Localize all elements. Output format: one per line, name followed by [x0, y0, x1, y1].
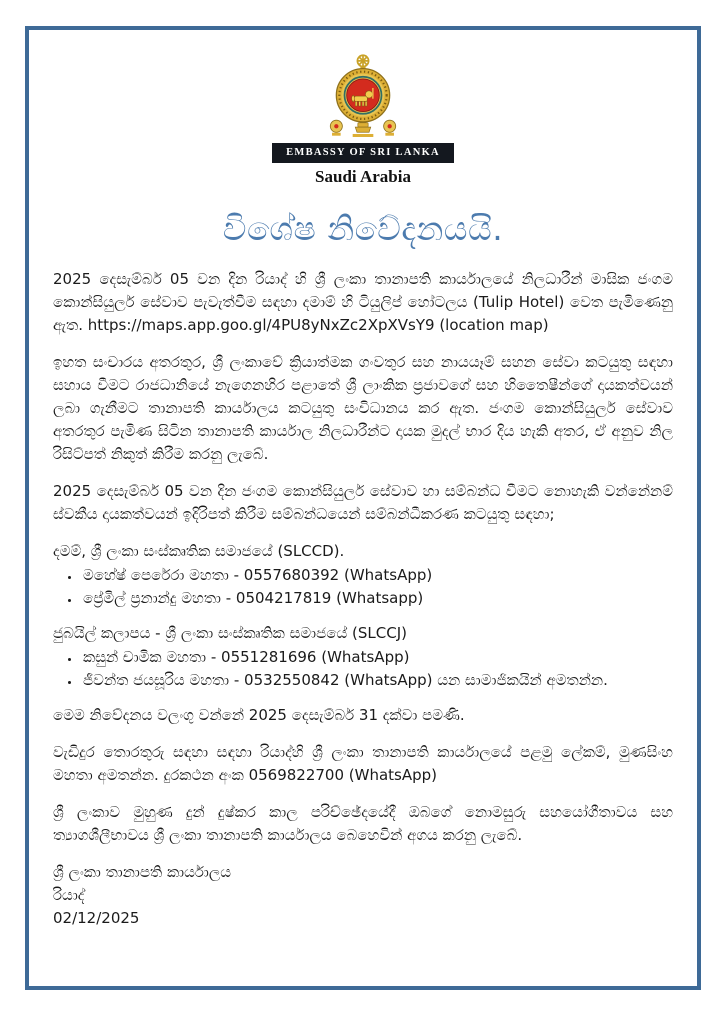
contact-group-slccd — [53, 540, 673, 610]
country-name: Saudi Arabia — [315, 167, 411, 186]
contact-member: • ජීවන්ත ජයසූරිය මහතා - 0532550842 (WhatsApp) යන සාමාජිකයින් අමතන්න. — [81, 669, 673, 692]
contact-group-slccj-heading: ජුබයිල් කලාපය - ශ්‍රී ලංකා සංස්කෘතික සමාජයේ (SLCCJ) — [53, 624, 407, 642]
paragraph-further-info: වැඩිදුර තොරතුරු සඳහා සඳහා රියාද්හි ශ්‍රී ලංකා තානාපති කාර්යාලයේ පළමු ලේකම්, මුණසිංහ මහතා අමතන්න. දුරකථන අංක 0569822700 (WhatsApp) — [53, 743, 673, 784]
contact-group-slccj-list — [65, 646, 673, 692]
contact-group-slccd-heading: දමම්, ශ්‍රී ලංකා සංස්කෘතික සමාජයේ (SLCCD). — [53, 542, 345, 560]
notice-body — [53, 268, 673, 930]
embassy-name-bar: EMBASSY OF SRI LANKA — [272, 143, 454, 163]
signature-city: රියාද් — [53, 886, 85, 904]
contact-group-slccj — [53, 622, 673, 692]
signature-block — [53, 861, 673, 930]
sri-lanka-national-emblem-icon — [324, 54, 402, 140]
paragraph-appreciation: ශ්‍රී ලංකාව මුහුණ දුන් දුෂ්කර කාල පරිච්ඡේදයේදී ඔබගේ නොමසුරු සහයෝගීතාවය සහ ත්‍යාගශීලීභාවය ශ්‍රී ලංකා තානාපති කාර්යාලය බෙහෙවින් අගය කරනු ලැබේ. — [53, 803, 673, 844]
letterhead — [53, 54, 673, 188]
paragraph-validity: මෙම නිවේදනය වලංගු වන්නේ 2025 දෙසැම්බර් 31 දක්වා පමණි. — [53, 706, 465, 724]
signature-office: ශ්‍රී ලංකා තානාපති කාර්යාලය — [53, 863, 232, 881]
paragraph-flood-relief: ඉහත සංචාරය අතරතුර, ශ්‍රී ලංකාවේ ක්‍රියාත්මක ගංවතුර සහ නායයෑම් සහන සේවා කටයුතු සඳහා සහාය වීමට රාජධානියේ නැගෙනහිර පළාතේ ශ්‍රී ලාංකික ප්‍රජාවගේ සහ හිතෛෂීන්ගේ දායකත්වයන් ලබා ගැනීමට තානාපති කාර්යාලය කටයුතු සංවිධානය කර ඇත. ජංගම කොන්සියුලර් සේවාව අතරතුර පැමිණ සිටින තානාපති කාර්යාල නිලධාරීන්ට දායක මුදල් භාර දිය හැකි අතර, ඒ අනුව නිල රිසිට්පත් නිකුත් කිරීම කරනු ලැබේ. — [53, 353, 673, 463]
paragraph-coordination: 2025 දෙසැම්බර් 05 වන දින ජංගම කොන්සියුලර් සේවාව හා සම්බන්ධ වීමට නොහැකි වන්නේනම් ස්වකීය දායකත්වයන් ඉදිරිපත් කිරීම සම්බන්ධයෙන් සම්බන්ධීකරණ කටයුතු සඳහා; — [53, 482, 673, 523]
notice-title: විශේෂ නිවේදනයයි. — [222, 209, 504, 248]
contact-member: • ප්‍රේමිල් ප්‍රනාන්දු මහතා - 0504217819 (Whatsapp) — [81, 587, 673, 610]
paragraph-intro: 2025 දෙසැම්බර් 05 වන දින රියාද් හි ශ්‍රී ලංකා තානාපති කාර්යාලයේ නිලධාරීන් මාසික ජංගම කොන්සියුලර් සේවාව පැවැත්වීම සඳහා දමාම් හි ටියුලිප් හෝටලය (Tulip Hotel) වෙත පැමිණෙනු ඇත. https://maps.app.goo.gl/4PU8yNxZc2XpXVsY9 (location map) — [53, 270, 673, 334]
signature-date: 02/12/2025 — [53, 909, 140, 927]
contact-member: • කසුන් චාමික මහතා - 0551281696 (WhatsApp) — [81, 646, 673, 669]
contact-group-slccd-list — [65, 564, 673, 610]
border-frame — [25, 26, 701, 990]
contact-member: • මහේෂ් පෙරේරා මහතා - 0557680392 (WhatsApp) — [81, 564, 673, 587]
